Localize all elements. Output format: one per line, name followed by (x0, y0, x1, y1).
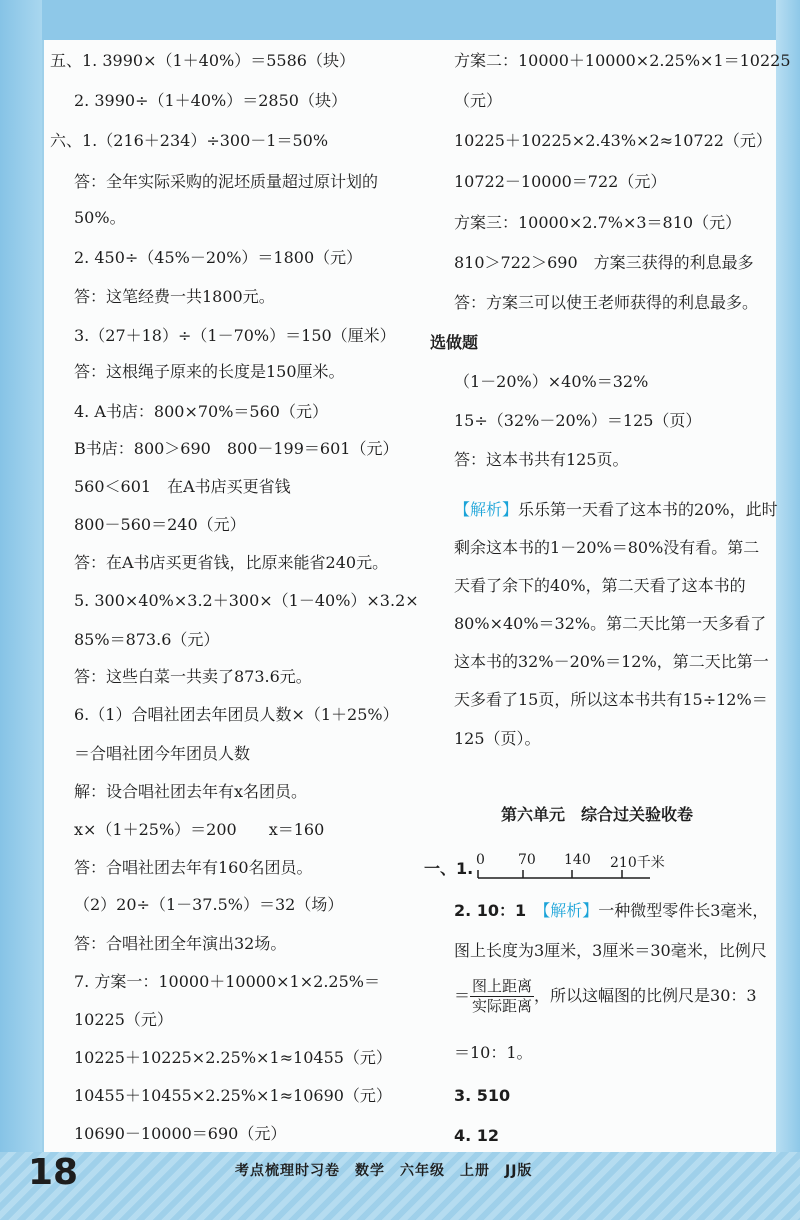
plan-compare: 810＞722＞690 方案三获得的利息最多 (454, 253, 754, 272)
answer-6-5-reply: 答：这些白菜一共卖了873.6元。 (74, 667, 312, 686)
answer-6-4-compare: 560＜601 在A书店买更省钱 (74, 477, 291, 496)
scale-tick-label-0: 0 (476, 852, 485, 868)
section-title: 第六单元 综合过关验收卷 (500, 805, 693, 824)
answer-5-2: 2. 3990÷（1＋40%）＝2850（块） (74, 91, 347, 110)
right-frame (776, 0, 800, 1220)
page-number: 18 (28, 1152, 79, 1193)
answer-6-6-2-reply: 答：合唱社团全年演出32场。 (74, 934, 287, 953)
analysis-line-6: 天多看了15页，所以这本书共有15÷12%＝ (454, 690, 768, 709)
answer-5-1: 五、1. 3990×（1＋40%）＝5586（块） (50, 51, 355, 70)
answer-6-7-year3: 10455＋10455×2.25%×1≈10690（元） (74, 1086, 392, 1105)
analysis-text-1: 乐乐第一天看了这本书的20%，此时 (518, 500, 778, 519)
analysis-line-1 (454, 499, 778, 521)
plan-reply: 答：方案三可以使王老师获得的利息最多。 (454, 293, 759, 312)
plan-2: 方案二：10000＋10000×2.25%×1＝10225 (454, 51, 791, 70)
book-info: 考点梳理时习卷 数学 六年级 上册 JJ版 (235, 1163, 533, 1179)
answer-6-3-reply: 答：这根绳子原来的长度是150厘米。 (74, 362, 345, 381)
answer-6-6-2: （2）20÷（1－37.5%）＝32（场） (74, 895, 344, 914)
q2-answer: 2. 10：1 (454, 901, 527, 920)
q4-answer: 4. 12 (454, 1126, 500, 1145)
answer-6-6-1-setup: 解：设合唱社团去年有x名团员。 (74, 782, 308, 801)
analysis-line-3: 天看了余下的40%，第二天看了这本书的 (454, 576, 746, 595)
scale-tick-label-140: 140 (564, 852, 591, 868)
answer-6-3: 3.（27＋18）÷（1－70%）＝150（厘米） (74, 326, 396, 345)
q2-text-a: 一种微型零件长3毫米， (598, 901, 769, 920)
answer-6-6-1-equation: x×（1＋25%）＝200 x＝160 (74, 820, 325, 839)
top-frame (0, 0, 800, 40)
optional-step-2: 15÷（32%－20%）＝125（页） (454, 411, 702, 430)
optional-heading: 选做题 (430, 333, 479, 352)
answer-6-7-interest: 10690－10000＝690（元） (74, 1124, 287, 1143)
answer-6-7: 7. 方案一：10000＋10000×1×2.25%＝ (74, 972, 380, 991)
analysis-line-7: 125（页）。 (454, 729, 541, 748)
q2-line-1 (454, 900, 768, 922)
answer-6-5-cont: 85%＝873.6（元） (74, 630, 220, 649)
answer-6-1-reply-cont: 50%。 (74, 208, 126, 227)
answer-6-4-b: B书店：800＞690 800－199＝601（元） (74, 439, 399, 458)
plan-2-unit: （元） (454, 91, 503, 110)
answer-6-7-cont: 10225（元） (74, 1010, 173, 1029)
fraction-numerator: 图上距离 (472, 977, 533, 995)
plan-3: 方案三：10000×2.7%×3＝810（元） (454, 213, 742, 232)
answer-6-6-1: 6.（1）合唱社团去年团员人数×（1＋25%） (74, 705, 399, 724)
answer-6-1: 六、1.（216＋234）÷300－1＝50% (50, 131, 329, 150)
optional-reply: 答：这本书共有125页。 (454, 450, 629, 469)
answer-6-6-1-reply: 答：合唱社团去年有160名团员。 (74, 858, 313, 877)
analysis-line-2: 剩余这本书的1－20%＝80%没有看。第二 (454, 538, 760, 557)
plan-2-total: 10225＋10225×2.43%×2≈10722（元） (454, 131, 772, 150)
answer-6-4-diff: 800－560＝240（元） (74, 515, 246, 534)
q2-analysis-tag: 【解析】 (542, 901, 599, 920)
answer-6-7-year2: 10225＋10225×2.25%×1≈10455（元） (74, 1048, 392, 1067)
scale-tick-label-210: 210千米 (610, 855, 665, 871)
scale-fraction (470, 977, 534, 1016)
answer-6-5: 5. 300×40%×3.2＋300×（1－40%）×3.2× (74, 591, 419, 610)
fraction-denominator: 实际距离 (472, 997, 533, 1015)
q2-line-2: 图上长度为3厘米，3厘米＝30毫米，比例尺 (454, 941, 767, 960)
left-frame (0, 0, 42, 1220)
answer-6-6-1-cont: ＝合唱社团今年团员人数 (74, 744, 251, 763)
q1-label: 一、1. (424, 859, 474, 878)
answer-6-4-reply: 答：在A书店买更省钱，比原来能省240元。 (74, 553, 389, 572)
plan-2-interest: 10722－10000＝722（元） (454, 172, 667, 191)
q2-equals: ＝ (454, 986, 471, 1005)
q3-answer: 3. 510 (454, 1086, 511, 1105)
q2-line-4: ＝10：1。 (454, 1043, 533, 1062)
q2-text-c: ，所以这幅图的比例尺是30：3 (534, 986, 757, 1005)
analysis-line-4: 80%×40%＝32%。第二天比第一天多看了 (454, 614, 767, 633)
analysis-tag: 【解析】 (454, 500, 519, 519)
optional-step-1: （1－20%）×40%＝32% (454, 372, 649, 391)
answer-page (44, 40, 791, 1152)
answer-6-2: 2. 450÷（45%－20%）＝1800（元） (74, 248, 363, 267)
q2-line-3 (454, 976, 757, 1016)
answer-6-4: 4. A书店：800×70%＝560（元） (74, 402, 328, 421)
answer-6-1-reply: 答：全年实际采购的泥坯质量超过原计划的 (74, 172, 379, 191)
scale-tick-label-70: 70 (518, 852, 536, 868)
scale-bar-line (474, 868, 654, 882)
answer-6-2-reply: 答：这笔经费一共1800元。 (74, 287, 275, 306)
analysis-line-5: 这本书的32%－20%＝12%，第二天比第一 (454, 652, 769, 671)
